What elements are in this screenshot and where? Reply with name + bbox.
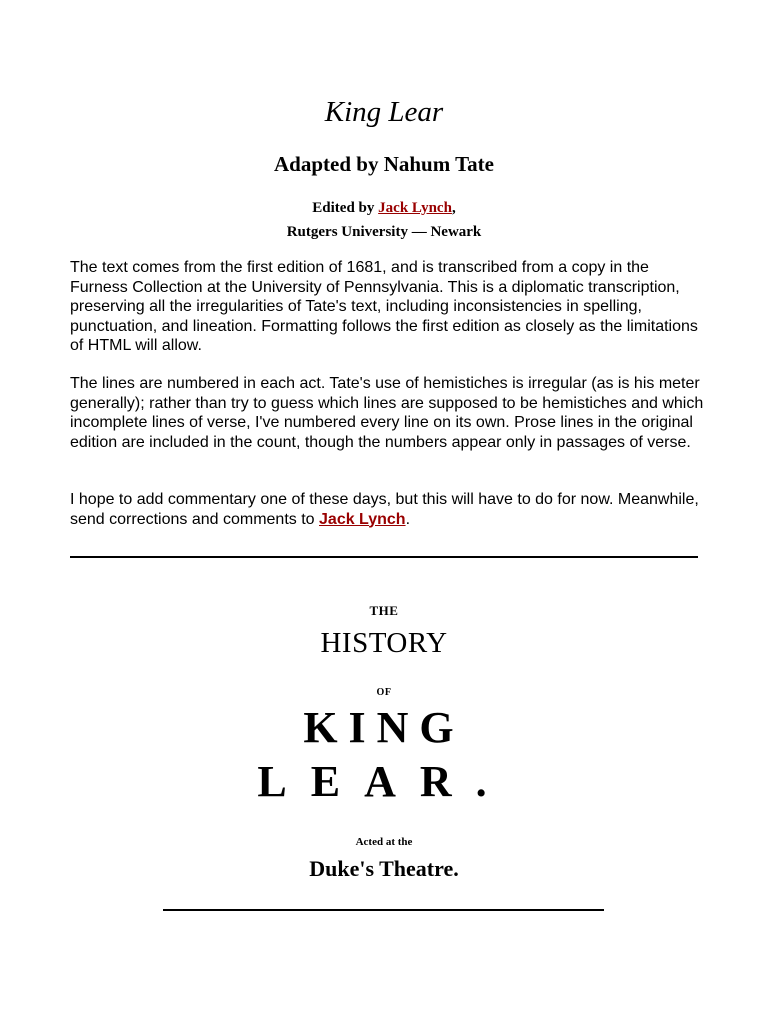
contact-link[interactable]: Jack Lynch: [319, 510, 406, 528]
horizontal-rule-top: [70, 556, 698, 558]
editor-link[interactable]: Jack Lynch: [378, 200, 452, 216]
title-page-history: HISTORY: [320, 627, 448, 659]
editor-credit: [0, 198, 768, 218]
title-page-king: KING: [303, 703, 465, 752]
title-page-acted-at: Acted at the: [355, 836, 413, 848]
page-title: King Lear: [324, 96, 444, 128]
intro-paragraph-source: The text comes from the first edition of 1681, and is transcribed from a copy in the Furness Collection at the University of Pennsylvania. This is a diplomatic transcription, preserving all the irregularities of Tate's text, including inconsistencies in spelling, punctuation, and lineation. Formatting follows the first edition as closely as the limitations of HTML will allow.: [70, 259, 698, 354]
edited-by-label: Edited by: [312, 200, 379, 216]
title-page-theatre: Duke's Theatre.: [309, 856, 459, 881]
title-page-lear: LEAR.: [257, 757, 511, 806]
title-page-of: OF: [376, 687, 392, 698]
editor-affiliation: Rutgers University — Newark: [286, 224, 482, 240]
title-page-the: THE: [369, 603, 399, 618]
intro-paragraph-contact: [70, 490, 710, 529]
page-subtitle: Adapted by Nahum Tate: [274, 152, 494, 176]
contact-end: .: [405, 510, 411, 528]
editor-suffix: ,: [451, 200, 456, 216]
contact-text: I hope to add commentary one of these days, but this will have to do for now. Meanwhile, send corrections and comments to: [70, 491, 699, 528]
horizontal-rule-bottom: [163, 909, 604, 911]
intro-paragraph-numbering: The lines are numbered in each act. Tate's use of hemistiches is irregular (as is his meter generally); rather than try to guess which lines are supposed to be hemistiches and which incomplete lines of verse, I've numbered every line on its own. Prose lines in the original edition are included in the count, though the numbers appear only in passages of verse.: [70, 375, 704, 451]
